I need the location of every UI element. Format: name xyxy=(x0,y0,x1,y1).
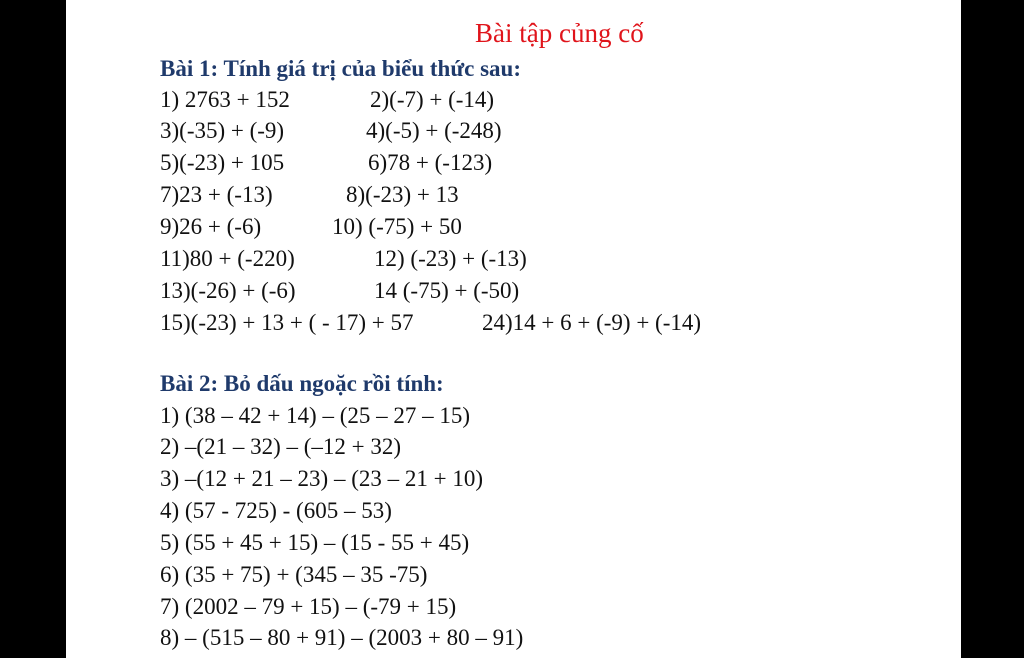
exercise-2-item-7: 7) (2002 – 79 + 15) – (-79 + 15) xyxy=(160,594,457,619)
exercise-1-item-13: 13)(-26) + (-6) xyxy=(160,278,296,303)
exercise-1-item-15: 15)(-23) + 13 + ( - 17) + 57 xyxy=(160,310,414,335)
exercise-1-item-24: 24)14 + 6 + (-9) + (-14) xyxy=(482,310,702,335)
exercise-1-item-2: 2)(-7) + (-14) xyxy=(370,87,495,112)
exercise-1-item-3: 3)(-35) + (-9) xyxy=(160,118,285,143)
exercise-2-item-6: 6) (35 + 75) + (345 – 35 -75) xyxy=(160,562,428,587)
exercise-2-item-3: 3) –(12 + 21 – 23) – (23 – 21 + 10) xyxy=(160,466,483,491)
exercise-1-item-7: 7)23 + (-13) xyxy=(160,182,273,207)
exercise-1-heading: Bài 1: Tính giá trị của biểu thức sau: xyxy=(160,56,521,81)
exercise-2-item-2: 2) –(21 – 32) – (–12 + 32) xyxy=(160,434,402,459)
worksheet-title: Bài tập củng cố xyxy=(475,18,644,48)
exercise-2-heading: Bài 2: Bỏ dấu ngoặc rồi tính: xyxy=(160,371,444,396)
exercise-1-item-9: 9)26 + (-6) xyxy=(160,214,262,239)
exercise-1-item-8: 8)(-23) + 13 xyxy=(346,182,459,207)
exercise-1-item-6: 6)78 + (-123) xyxy=(368,150,493,175)
exercise-1-item-11: 11)80 + (-220) xyxy=(160,246,295,271)
exercise-1-item-1: 1) 2763 + 152 xyxy=(160,87,290,112)
exercise-1-item-14: 14 (-75) + (-50) xyxy=(374,278,520,303)
exercise-1-item-10: 10) (-75) + 50 xyxy=(332,214,462,239)
exercise-1-item-5: 5)(-23) + 105 xyxy=(160,150,285,175)
worksheet-page xyxy=(66,0,961,658)
exercise-1-item-4: 4)(-5) + (-248) xyxy=(366,118,502,143)
exercise-2-item-5: 5) (55 + 45 + 15) – (15 - 55 + 45) xyxy=(160,530,470,555)
exercise-2-item-1: 1) (38 – 42 + 14) – (25 – 27 – 15) xyxy=(160,403,471,428)
exercise-2-item-4: 4) (57 - 725) - (605 – 53) xyxy=(160,498,392,523)
exercise-1-item-12: 12) (-23) + (-13) xyxy=(374,246,527,271)
exercise-2-item-8: 8) – (515 – 80 + 91) – (2003 + 80 – 91) xyxy=(160,625,524,650)
